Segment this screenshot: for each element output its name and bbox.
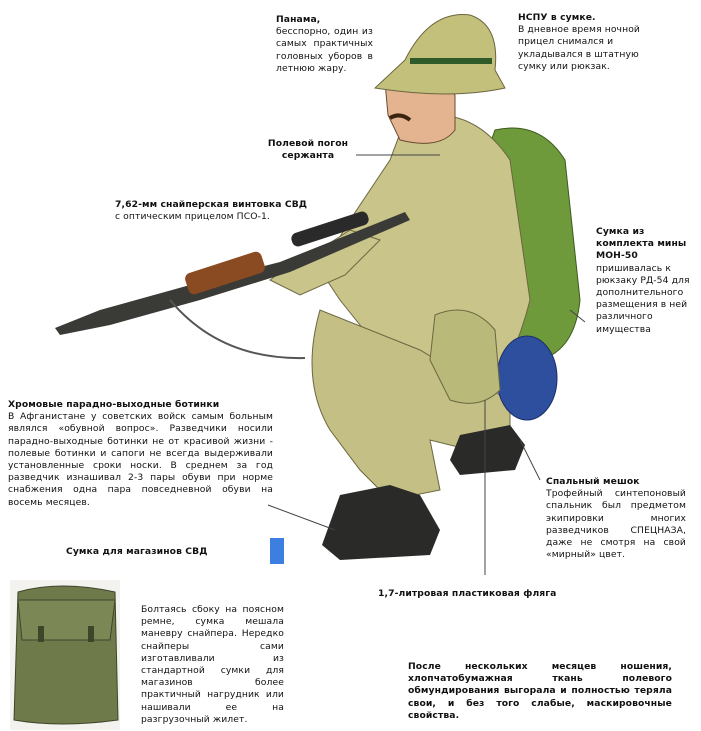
callout-mon50: Сумка из комплекта мины МОН-50 пришивалась к рюкзаку РД-54 для дополнительного размещения в ней различного имущества xyxy=(596,226,690,335)
sleeping-bag xyxy=(497,336,557,420)
callout-rifle: 7,62-мм снайперская винтовка СВД с оптическим прицелом ПСО-1. xyxy=(115,199,308,223)
callout-flask: 1,7-литровая пластиковая фляга xyxy=(378,588,557,599)
blue-marker xyxy=(270,538,284,564)
callout-panama: Панама, бесспорно, один из самых практичных головных уборов в летнюю жару. xyxy=(276,14,373,74)
callout-boots: Хромовые парадно-выходные ботинки В Афганистане у советских войск самым больным являлся «обувной вопрос». Разведчики носили парадно-выходные ботинки не от красивой жизни - полевые ботинки и сапоги не всегда выдерживали установленные сроки носки. В среднем за год разведчик изнашивал 2-3 пары обуви при норме снабжения одна пара повседневной обуви на восемь месяцев. xyxy=(8,399,273,508)
rifle-sling xyxy=(170,300,305,358)
hat-band xyxy=(410,58,492,64)
panama-hat xyxy=(375,15,505,94)
callout-mag-pouch-title: Сумка для магазинов СВД xyxy=(66,546,208,557)
boot-front xyxy=(322,485,440,560)
callout-nspu: НСПУ в сумке. В дневное время ночной прицел снимался и укладывался в штатную сумку или рюкзак. xyxy=(518,12,640,72)
callout-uniform: После нескольких месяцев ношения, хлопчатобумажная ткань полевого обмундирования выгорала и полностью теряла свои, и без того слабые, маскировочные свойства. xyxy=(408,661,672,721)
callout-pogon: Полевой погон сержанта xyxy=(267,138,349,162)
callout-sleeping-bag: Спальный мешок Трофейный синтепоновый спальник был предметом экипировки многих разведчиков СПЕЦНАЗА, даже не смотря на свой «мирный» цвет. xyxy=(546,476,686,561)
callout-mag-pouch-text: Болтаясь сбоку на поясном ремне, сумка мешала маневру снайпера. Нередко снайперы сами изготавливали из стандартной сумки для магазинов более практичный нагрудник или нашивали ее на разгрузочный жилет. xyxy=(141,604,284,725)
